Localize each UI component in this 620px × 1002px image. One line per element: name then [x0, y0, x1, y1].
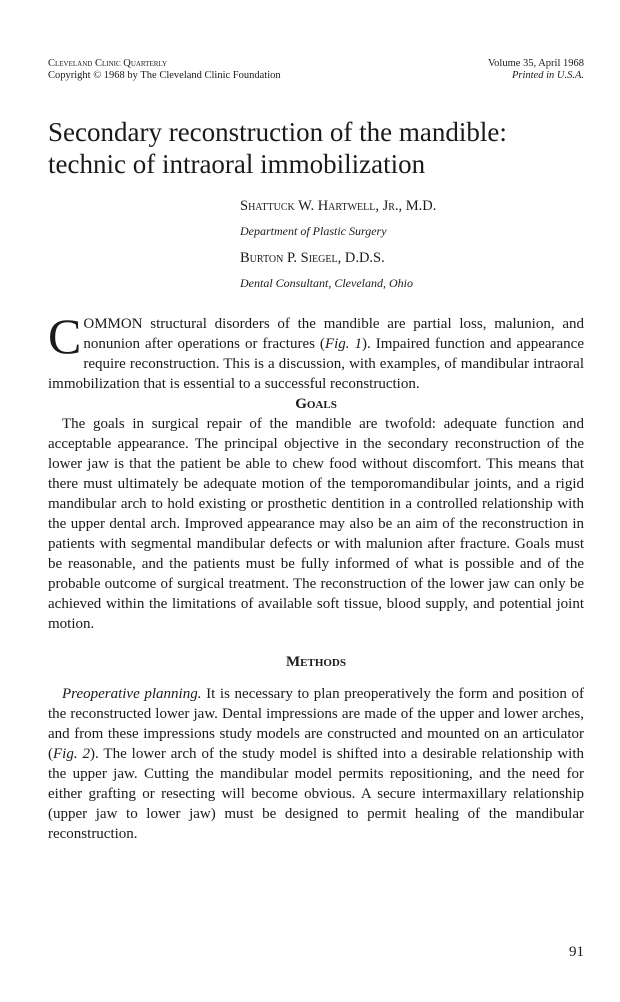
goals-heading: Goals: [295, 396, 337, 412]
intro-lead-word: OMMON: [83, 316, 143, 332]
intro-text-a: structural disorders of the mandible are partial loss, malunion, and nonunion after operations or fractures (: [83, 316, 584, 352]
copyright-line: Copyright © 1968 by The Cleveland Clinic Foundation: [48, 70, 281, 81]
volume-header: [488, 58, 584, 82]
intro-paragraph: [48, 308, 584, 394]
author-2-name: Burton P. Siegel, D.D.S.: [240, 250, 385, 266]
article-body: [48, 308, 584, 844]
methods-text-a: It is necessary to plan preoperatively the form and position of the reconstructed lower jaw. Dental impressions are made of the upper and lower arches, and from these impressions study models are constructed and mounted on an articulator (: [48, 686, 584, 762]
author-1-name: Shattuck W. Hartwell, Jr., M.D.: [240, 198, 437, 214]
article-title: [48, 116, 608, 180]
author-2-affiliation: Dental Consultant, Cleveland, Ohio: [240, 276, 413, 290]
methods-subhead: Preoperative planning.: [62, 686, 202, 702]
fig-2-ref: Fig. 2: [53, 746, 91, 762]
goals-paragraph: The goals in surgical repair of the mandible are twofold: adequate function and acceptable appearance. The principal objective in the secondary reconstruction of the lower jaw is that the patient be able to chew food without discomfort. This means that there must ultimately be adequate motion of the temporomandibular joints, and a rigid mandibular arch to hold existing or prosthetic dentition in a controlled relationship with the upper dental arch. Improved appearance may also be an aim of the reconstruction in patients with segmental mandibular defects or with malunion after fracture. Goals must be reasonable, and the patients must be fully informed of what is possible and of the probable outcome of surgical treatment. The reconstruction of the lower jaw can only be achieved within the limitations of available soft tissue, blood supply, and potential joint motion.: [48, 416, 584, 632]
fig-1-ref: Fig. 1: [324, 336, 363, 352]
journal-header: [48, 58, 281, 82]
title-line-1: Secondary reconstruction of the mandible:: [48, 117, 507, 147]
printed-line: Printed in U.S.A.: [511, 70, 584, 81]
author-1-affiliation: Department of Plastic Surgery: [240, 224, 387, 238]
methods-paragraph: [48, 684, 584, 844]
intro-text-b: ). Impaired function and appearance require reconstruction. This is a discussion, with examples, of mandibular intraoral immobilization that is essential to a successful reconstruction.: [48, 336, 584, 392]
journal-name: Cleveland Clinic Quarterly: [48, 58, 168, 69]
methods-heading: Methods: [285, 654, 346, 670]
volume-line: Volume 35, April 1968: [487, 58, 584, 69]
drop-cap: C: [48, 308, 82, 364]
title-line-2: technic of intraoral immobilization: [48, 149, 426, 179]
page-number: 91: [569, 944, 584, 960]
methods-text-b: ). The lower arch of the study model is shifted into a desirable relationship with the upper jaw. Cutting the mandibular model permits repositioning, and the need for either grafting or resecting will become obvious. A secure intermaxillary relationship (upper jaw to lower jaw) must be designed to permit healing of the mandibular reconstruction.: [48, 746, 584, 842]
